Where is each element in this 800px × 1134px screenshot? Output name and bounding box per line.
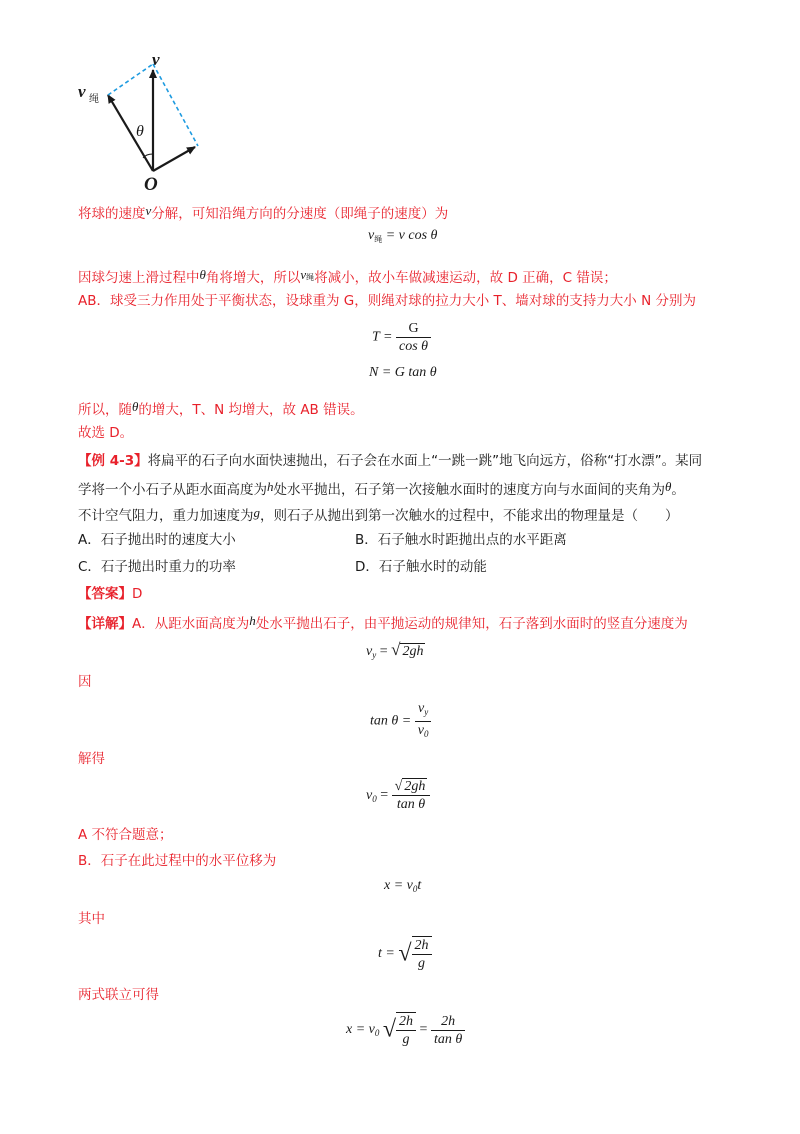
equation-x: $x = v_0t$: [384, 878, 422, 894]
equation-tan: tan θ = $\frac{v_y}{v_0}$: [370, 700, 431, 743]
text-line: 其中: [78, 911, 105, 927]
label-v-top: v: [152, 50, 160, 69]
dashed-line-left: [108, 64, 153, 95]
option-c: C．石子抛出时重力的功率: [78, 559, 236, 575]
label-theta: θ: [136, 123, 144, 140]
text-line: 所以，随θ的增大，T、N 均增大，故 AB 错误。: [78, 399, 364, 418]
rope-velocity-arrow: [108, 95, 153, 171]
detail-line: 【详解】A．从距水面高度为h处水平抛出石子，由平抛运动的规律知，石子落到水面时的竖直分速度为: [78, 613, 688, 632]
equation-t: t = √ $\frac{2h}{g}$: [378, 936, 432, 972]
equation-v-rope: $v_绳 = v$ cos θ: [368, 228, 438, 244]
option-a: A．石子抛出时的速度大小: [78, 532, 236, 548]
text-line: A 不符合题意；: [78, 827, 173, 843]
velocity-diagram: [70, 50, 230, 195]
text-line: 因球匀速上滑过程中θ角将增大，所以v绳将减小，故小车做减速运动，故 D 正确，C 错误；: [78, 267, 617, 286]
example-tag: 【例 4-3】: [78, 453, 148, 469]
equation-tension: T = $\frac{G}{\text{cos θ}}$: [372, 320, 431, 355]
answer-line: 【答案】D: [78, 586, 143, 602]
dashed-line-right: [153, 64, 198, 146]
equation-normal-force: N = G tan θ: [369, 365, 437, 380]
question-line: 学将一个小石子从距水面高度为h处水平抛出，石子第一次接触水面时的速度方向与水面间的夹角为θ。: [78, 479, 685, 498]
label-v-rope: v: [78, 82, 86, 101]
text-line: AB．球受三力作用处于平衡状态，设球重为 G，则绳对球的拉力大小 T、墙对球的支持力大小 N 分别为: [78, 293, 696, 309]
equation-v0: $v_0$ = $\frac{√ 2gh}{\text{tan θ}}$: [366, 778, 430, 813]
question-line: 【例 4-3】将扁平的石子向水面快速抛出，石子会在水面上“一跳一跳”地飞向远方，俗称“打水漂”。某同: [78, 453, 703, 469]
text-line: 将球的速度v分解，可知沿绳方向的分速度（即绳子的速度）为: [78, 203, 449, 222]
text-line: 故选 D。: [78, 425, 134, 441]
text-line: 解得: [78, 751, 105, 767]
text-line: B．石子在此过程中的水平位移为: [78, 853, 277, 869]
perpendicular-component-arrow: [153, 147, 195, 171]
option-b: B．石子触水时距抛出点的水平距离: [355, 532, 567, 548]
label-rope-sub: 绳: [89, 94, 99, 105]
label-origin: O: [144, 174, 158, 195]
option-d: D．石子触水时的动能: [355, 559, 487, 575]
equation-vy: $v_y$ = √ 2gh: [366, 640, 424, 660]
equation-final: $x = v_0$ √ $\frac{2h}{g}$ = $\frac{2h}{\text{tan θ}}$: [346, 1012, 465, 1048]
question-line: 不计空气阻力，重力加速度为g，则石子从抛出到第一次触水的过程中，不能求出的物理量是（ ）: [78, 505, 679, 524]
text-line: 两式联立可得: [78, 987, 159, 1003]
text-line: 因: [78, 674, 92, 690]
